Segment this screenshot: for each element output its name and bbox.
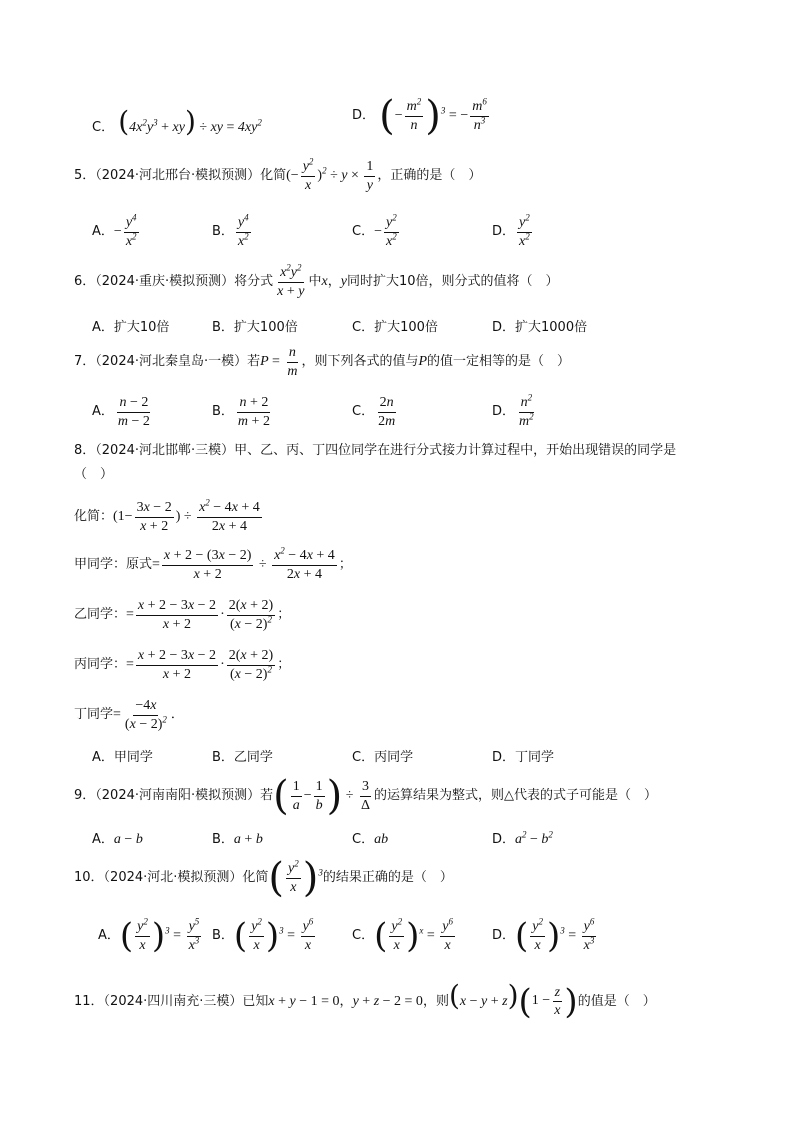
q10-option-b: B． ( $\frac{y^2}{x}$ ) $^3$ = $\frac{y^6}{x}$ (212, 916, 314, 956)
q8-simplify: 化简：(1− $\frac{3x - 2}{x + 2}$ ) ÷ $\frac{x^2 - 4x + 4}{2x + 4}$ (74, 497, 260, 534)
q6-stem: 6．（2024·重庆·模拟预测）将分式 $\frac{x^2y^2}{x + y}$ 中x，y同时扩大10倍，则分式的值将（ ） (74, 262, 559, 299)
q8-bing: 丙同学：= $\frac{x + 2 - 3x - 2}{x + 2}$ · $\frac{2(x + 2)}{(x - 2)^2}$ ； (74, 648, 291, 682)
q10-stem: 10．（2024·河北·模拟预测）化简 ( $\frac{y^2}{x}$ ) $^3$的结果正确的是（ ） (74, 855, 453, 901)
q8-stem-line2: （ ） (74, 467, 114, 482)
q4-option-c: C． $(4x^2y^3 + xy)$ ÷ xy = $4xy^2$ (92, 105, 262, 138)
q6-option-c: C．扩大100倍 (352, 320, 438, 335)
q5-option-d: D． $\frac{y^2}{x^2}$ (492, 212, 530, 249)
q9-stem: 9．（2024·河南南阳·模拟预测）若 ( $\frac{1}{a}$ − $\frac{1}{b}$ ) ÷ $\frac{3}{\Delta}$ 的运算结果为整式，则△代表的式子可能是（ ） (74, 773, 657, 819)
q6-option-a: A．扩大10倍 (92, 320, 170, 335)
q9-option-c: C．ab (352, 832, 389, 847)
q8-stem-line1: 8．（2024·河北邯郸·三模）甲、乙、丙、丁四位同学在进行分式接力计算过程中，开始出现错误的同学是 (74, 443, 677, 458)
q10-option-a: A． ( $\frac{y^2}{x}$ ) $^3$ = $\frac{y^5}{x^3}$ (98, 916, 200, 956)
q8-option-c: C．丙同学 (352, 750, 414, 765)
q9-option-b: B．a + b (212, 832, 263, 847)
q7-stem: 7．（2024·河北秦皇岛·一模）若P = $\frac{n}{m}$ ，则下列各式的值与P的值一定相等的是（ ） (74, 345, 571, 379)
q5-option-c: C．− $\frac{y^2}{x^2}$ (352, 212, 397, 249)
q8-yi: 乙同学：= $\frac{x + 2 - 3x - 2}{x + 2}$ · $\frac{2(x + 2)}{(x - 2)^2}$ ； (74, 598, 291, 632)
q9-option-a: A．a − b (92, 832, 143, 847)
q7-option-c: C． $\frac{2n}{2m}$ (352, 395, 396, 429)
q7-option-a: A． $\frac{n - 2}{m - 2}$ (92, 395, 150, 429)
q10-option-c: C． ( $\frac{y^2}{x}$ ) $^x$ = $\frac{y^6}{x}$ (352, 916, 453, 956)
q8-option-d: D．丁同学 (492, 750, 555, 765)
q6-option-b: B．扩大100倍 (212, 320, 298, 335)
q5-stem: 5．（2024·河北邢台·模拟预测）化简(− $\frac{y^2}{x}$ )$^2$ ÷ y × $\frac{1}{y}$ ，正确的是（ ） (74, 156, 482, 193)
q8-ding: 丁同学= $\frac{-4x}{(x - 2)^2}$ ． (74, 698, 184, 732)
q7-option-d: D． $\frac{n^2}{m^2}$ (492, 392, 534, 429)
q7-option-b: B． $\frac{n + 2}{m + 2}$ (212, 395, 270, 429)
q10-option-d: D． ( $\frac{y^2}{x}$ ) $^3$ = $\frac{y^6}{x^3}$ (492, 916, 595, 956)
q11-stem: 11．（2024·四川南充·三模）已知x + y − 1 = 0，y + z − 2 = 0，则(x − y + z) ( 1 − $\frac{z}{x}$ ) 的值是（ ） (74, 979, 656, 1022)
q8-option-a: A．甲同学 (92, 750, 153, 765)
q9-option-d: D．$a^2 - b^2$ (492, 829, 553, 847)
q8-option-b: B．乙同学 (212, 750, 273, 765)
q4-option-d: D． ( − $\frac{m^2}{n}$ ) $^3$ = − $\frac{m^6}{n^3}$ (352, 93, 487, 139)
q5-option-a: A．− $\frac{y^4}{x^2}$ (92, 212, 137, 249)
q8-jia: 甲同学：原式= $\frac{x + 2 - (3x - 2)}{x + 2}$ ÷ $\frac{x^2 - 4x + 4}{2x + 4}$ ； (74, 545, 352, 582)
q5-option-b: B． $\frac{y^4}{x^2}$ (212, 212, 249, 249)
q6-option-d: D．扩大1000倍 (492, 320, 588, 335)
